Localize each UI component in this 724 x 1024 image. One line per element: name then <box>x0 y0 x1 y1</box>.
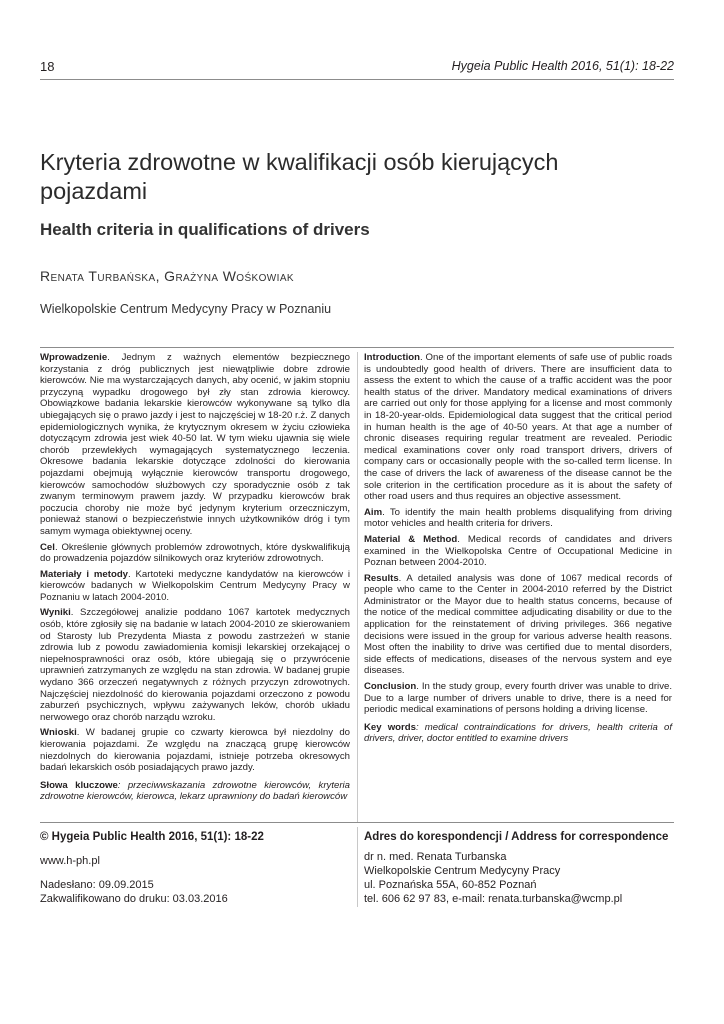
abstract-pl-aim: Cel. Określenie głównych problemów zdrowotnych, które dyskwalifikują do prowadzenia pojazdów silnikowych oraz kryteriów zdrowotnych. <box>40 541 350 565</box>
running-header <box>40 56 674 78</box>
abstract-pl-conclusions: Wnioski. W badanej grupie co czwarty kierowca był niezdolny do kierowania pojazdami. Ze względu na znaczącą grupę kierowców niezdolnych do kierowania pojazdami, istnieje potrzeba okresowych badań lekarskich osób posiadających prawo jazdy. <box>40 727 350 774</box>
journal-website[interactable]: www.h-ph.pl <box>40 855 100 867</box>
correspondent-contact[interactable]: tel. 606 62 97 83, e-mail: renata.turbanska@wcmp.pl <box>364 893 623 905</box>
abstract-pl-methods: Materiały i metody. Kartoteki medyczne kandydatów na kierowców i kierowców badanych w Wielkopolskim Centrum Medycyny Pracy w Poznaniu w latach 2004-2010. <box>40 568 350 603</box>
correspondent-institution: Wielkopolskie Centrum Medycyny Pracy <box>364 865 561 877</box>
received-date: Nadesłano: 09.09.2015 <box>40 879 154 891</box>
authors: Renata Turbańska, Grażyna Wośkowiak <box>40 268 294 284</box>
correspondent-street: ul. Poznańska 55A, 60-852 Poznań <box>364 879 537 891</box>
affiliation: Wielkopolskie Centrum Medycyny Pracy w Poznaniu <box>40 302 332 316</box>
correspondence-block <box>364 830 674 906</box>
article-title: Kryteria zdrowotne w kwalifikacji osób kierujących pojazdami <box>40 149 559 204</box>
abstract-english <box>364 352 672 749</box>
abstract-en-methods: Material & Method. Medical records of candidates and drivers examined in the Wielkopolska Centre of Occupational Medicine in Poznan between 2004-2010. <box>364 533 673 569</box>
accepted-date: Zakwalifikowano do druku: 03.03.2016 <box>40 893 228 905</box>
abstract-pl-keywords: Słowa kluczowe: przeciwwskazania zdrowotne kierowców, kryteria zdrowotne kierowców, kierowca, lekarz uprawniony do badań kierowców <box>40 779 350 803</box>
journal-citation: Hygeia Public Health 2016, 51(1): 18-22 <box>451 59 674 73</box>
abstract-en-aim: Aim. To identify the main health problems disqualifying from driving motor vehicles and health criteria for drivers. <box>364 506 672 530</box>
abstract-en-keywords: Key words: medical contraindications for drivers, health criteria of drivers, driver, doctor entitled to examine drivers <box>364 721 672 745</box>
abstract-en-results: Results. A detailed analysis was done of 1067 medical records of people who came to the Center in 2004-2010 referred by the District Administrator or the Mayor due to health status concerns, because of the notice of the medical committee adjudicating disability or due to the application for the reinstatement of driving privileges. 366 negative decisions were issued in the group for various adverse health reasons. Most often the inability to drive was certified due to mental disorders, side effects of medications, diseases of the nervous system and eye diseases. <box>364 572 672 677</box>
correspondent-name: dr n. med. Renata Turbanska <box>364 851 507 863</box>
abstract-en-conclusions: Conclusion. In the study group, every fourth driver was unable to drive. Due to a large number of drivers unable to drive, there is a need for periodic medical examinations of persons holding a driving license. <box>364 681 672 716</box>
abstract-en-intro: Introduction. One of the important elements of safe use of public roads is undoubtedly good health of drivers. There are insufficient data to assess the extent to which the cause of a traffic accident was the poor health status of the driver. Mandatory medical examinations of drivers are carried out only for those applying for a license and most commonly in 18-20-year-olds. Epidemiological data suggest that the critical period in human health is the age of 40-50 years. At that age a number of chronic diseases requiring regular treatment are revealed. Periodic medical examinations cover only road transport drivers, drivers of company cars or occasionally people with the so-called term license. In the case of drivers the lack of awareness of the disease cannot be the sole criterion in the certification procedure as it is about the safety of other road users and thus requires an objective assessment. <box>364 352 672 503</box>
copyright-line: © Hygeia Public Health 2016, 51(1): 18-22 <box>40 831 264 843</box>
article-subtitle: Health criteria in qualifications of drivers <box>40 220 370 239</box>
abstract-top-rule <box>40 347 674 348</box>
abstract-bottom-rule <box>40 822 674 823</box>
header-rule <box>40 79 674 80</box>
column-divider <box>357 352 358 822</box>
page-number: 18 <box>40 59 55 74</box>
correspondence-heading: Adres do korespondencji / Address for correspondence <box>364 831 669 843</box>
abstract-pl-intro: Wprowadzenie. Jednym z ważnych elementów bezpiecznego korzystania z dróg publicznych jest niewątpliwie dobre zdrowie kierowców. Nie ma wystarczających danych, aby ocenić, w jakim stopniu przyczyną wypadku drogowego był zły stan zdrowia kierowcy. Obowiązkowe badania lekarskie kierowców wykonywane są tylko dla ubiegających się o prawo jazdy i jest to najczęściej w 18-20 r.ż. Z danych epidemiologicznych wynika, że krytycznym okresem w życiu człowieka dotyczącym zdrowia jest wiek 40-50 lat. W tym wieku ujawnia się wiele chorób przewlekłych wymagających systematycznego leczenia. Okresowe badania lekarskie dotyczące zdolności do kierowania pojazdami obejmują wyłącznie kierowców transportu drogowego, kierowców samochodów służbowych czy sporadycznie osób z tak zwanym terminowym prawem jazdy. W przypadku kierowców brak poczucia choroby nie może być jedynym kryterium orzeczniczym, ponieważ stanowi o bezpieczeństwie innych użytkowników dróg i tym samym wymaga obiektywnej oceny. <box>40 352 350 537</box>
footer-divider <box>357 827 358 907</box>
publication-info <box>40 830 340 906</box>
abstract-polish <box>40 352 350 807</box>
abstract-pl-results: Wyniki. Szczegółowej analizie poddano 1067 kartotek medycznych osób, które zgłosiły się na badanie w latach 2004-2010 ze skierowaniem od Starosty lub Prezydenta Miasta z powodu zastrzeżeń w stanie zdrowia lub z powodu zawiadomienia komisji lekarskiej orzekającej o niepełnosprawności oraz osób, które ubiegają się o przywrócenie uprawnień zatrzymanych ze względu na stan zdrowia. W badanej grupie wydano 366 orzeczeń negatywnych z różnych przyczyn zdrowotnych. Najczęściej niezdolność do kierowania pojazdami orzeczono z powodu zaburzeń psychicznych, wpływu zażywanych leków, chorób układu nerwowego oraz chorób narządu wzroku. <box>40 607 350 723</box>
